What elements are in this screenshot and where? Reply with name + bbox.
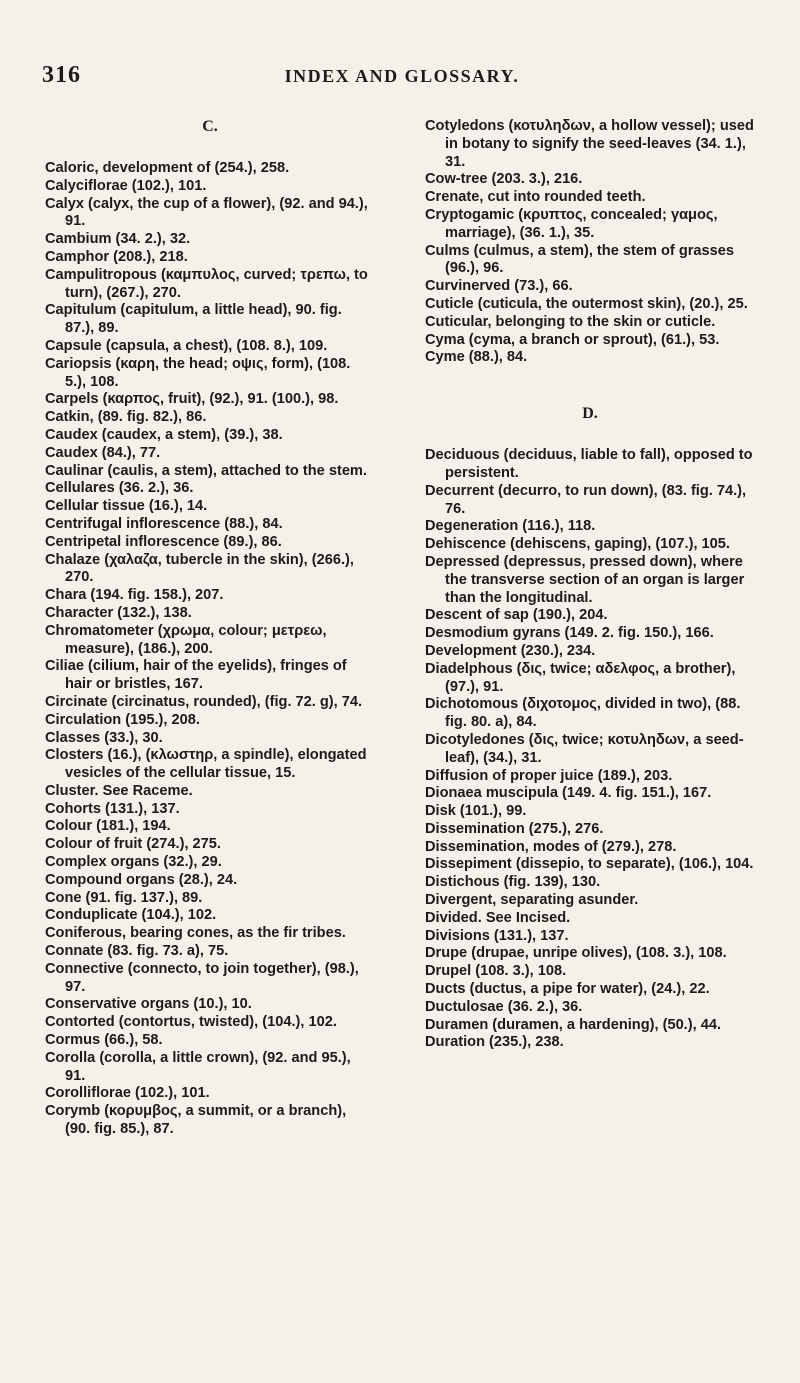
index-entry: Divided. See Incised. <box>425 909 571 926</box>
index-entry: Chalaze (χαλαζα, tubercle in the skin), (266.), 270. <box>45 551 354 586</box>
index-entry: Cyme (88.), 84. <box>425 349 528 366</box>
index-entry: Cow-tree (203. 3.), 216. <box>425 171 583 188</box>
index-entry: Dehiscence (dehiscens, gaping), (107.), 105. <box>425 536 730 553</box>
index-entry: Character (132.), 138. <box>45 604 192 621</box>
index-entry: Cellulares (36. 2.), 36. <box>45 480 194 497</box>
index-entry: Development (230.), 234. <box>425 642 596 659</box>
index-entry: Crenate, cut into rounded teeth. <box>425 189 646 206</box>
index-entry: Camphor (208.), 218. <box>45 248 188 265</box>
index-entry: Corolla (corolla, a little crown), (92. and 95.), 91. <box>45 1049 351 1084</box>
index-entry: Cluster. See Raceme. <box>45 782 193 799</box>
index-entry: Calyciflorae (102.), 101. <box>45 177 207 194</box>
index-entry: Cone (91. fig. 137.), 89. <box>45 889 203 906</box>
index-entry: Dissepiment (dissepio, to separate), (106.), 104. <box>425 856 754 873</box>
index-entry: Conduplicate (104.), 102. <box>45 907 217 924</box>
index-entry: Circinate (circinatus, rounded), (fig. 72. g), 74. <box>45 693 363 710</box>
entry-list-left <box>45 160 375 1139</box>
index-entry: Chromatometer (χρωμα, colour; μετρεω, measure), (186.), 200. <box>45 622 327 657</box>
index-entry: Classes (33.), 30. <box>45 729 163 746</box>
index-entry: Drupe (drupae, unripe olives), (108. 3.), 108. <box>425 945 727 962</box>
index-entry: Distichous (fig. 139), 130. <box>425 874 601 891</box>
index-entry: Cellular tissue (16.), 14. <box>45 498 208 515</box>
index-entry: Chara (194. fig. 158.), 207. <box>45 587 224 604</box>
index-entry: Cuticular, belonging to the skin or cuticle. <box>425 313 716 330</box>
index-entry: Coniferous, bearing cones, as the fir tribes. <box>45 925 346 942</box>
index-entry: Cormus (66.), 58. <box>45 1032 163 1049</box>
index-entry: Compound organs (28.), 24. <box>45 871 238 888</box>
right-column <box>425 118 755 1052</box>
index-entry: Dissemination, modes of (279.), 278. <box>425 838 677 855</box>
index-entry: Deciduous (deciduus, liable to fall), opposed to persistent. <box>425 447 753 481</box>
index-entry: Caudex (caudex, a stem), (39.), 38. <box>45 426 283 443</box>
index-entry: Degeneration (116.), 118. <box>425 518 596 535</box>
index-entry: Dissemination (275.), 276. <box>425 820 604 837</box>
index-entry: Duramen (duramen, a hardening), (50.), 44. <box>425 1016 721 1033</box>
index-entry: Duration (235.), 238. <box>425 1034 564 1051</box>
index-entry: Depressed (depressus, pressed down), where the transverse section of an organ is larger than the longitudinal. <box>425 553 745 606</box>
index-entry: Closters (16.), (κλωστηρ, a spindle), elongated vesicles of the cellular tissue, 15. <box>45 747 367 782</box>
index-entry: Colour of fruit (274.), 275. <box>45 836 221 853</box>
index-entry: Corolliflorae (102.), 101. <box>45 1085 210 1102</box>
index-entry: Calyx (calyx, the cup of a flower), (92. and 94.), 91. <box>45 195 368 230</box>
index-entry: Decurrent (decurro, to run down), (83. fig. 74.), 76. <box>425 482 747 517</box>
index-entry: Cariopsis (καρη, the head; οψις, form), (108. 5.), 108. <box>45 355 351 390</box>
index-entry: Cohorts (131.), 137. <box>45 800 180 817</box>
running-head: INDEX AND GLOSSARY. <box>284 66 520 86</box>
index-entry: Drupel (108. 3.), 108. <box>425 963 567 980</box>
index-entry: Diffusion of proper juice (189.), 203. <box>425 767 673 784</box>
index-entry: Desmodium gyrans (149. 2. fig. 150.), 166. <box>425 625 714 642</box>
index-entry: Disk (101.), 99. <box>425 803 527 820</box>
index-entry: Ductulosae (36. 2.), 36. <box>425 998 583 1015</box>
index-entry: Centrifugal inflorescence (88.), 84. <box>45 515 283 532</box>
index-entry: Catkin, (89. fig. 82.), 86. <box>45 409 207 426</box>
index-entry: Culms (culmus, a stem), the stem of grasses (96.), 96. <box>425 242 734 277</box>
index-entry: Cuticle (cuticula, the outermost skin), (20.), 25. <box>425 295 748 312</box>
page-number: 316 <box>42 62 81 88</box>
index-entry: Connective (connecto, to join together), (98.), 97. <box>45 960 359 995</box>
left-column <box>45 118 375 1139</box>
index-entry: Divergent, separating asunder. <box>425 892 639 909</box>
index-entry: Contorted (contortus, twisted), (104.), 102. <box>45 1014 337 1031</box>
entry-list-right-d <box>425 447 755 1052</box>
index-entry: Caloric, development of (254.), 258. <box>45 160 290 176</box>
index-entry: Ciliae (cilium, hair of the eyelids), fringes of hair or bristles, 167. <box>45 658 347 693</box>
index-entry: Dionaea muscipula (149. 4. fig. 151.), 167. <box>425 785 712 802</box>
section-letter-d: D. <box>582 405 598 423</box>
index-entry: Complex organs (32.), 29. <box>45 854 222 871</box>
index-entry: Centripetal inflorescence (89.), 86. <box>45 533 282 550</box>
index-entry: Diadelphous (δις, twice; αδελφος, a brother), (97.), 91. <box>425 660 736 695</box>
index-entry: Capitulum (capitulum, a little head), 90. fig. 87.), 89. <box>45 302 342 337</box>
section-letter-c: C. <box>202 118 218 135</box>
index-entry: Corymb (κορυμβος, a summit, or a branch), (90. fig. 85.), 87. <box>45 1103 347 1138</box>
index-entry: Conservative organs (10.), 10. <box>45 996 252 1013</box>
page-header <box>42 62 762 92</box>
index-entry: Connate (83. fig. 73. a), 75. <box>45 943 229 960</box>
index-entry: Cambium (34. 2.), 32. <box>45 231 191 248</box>
index-entry: Cryptogamic (κρυπτος, concealed; γαμος, marriage), (36. 1.), 35. <box>425 206 718 241</box>
index-entry: Colour (181.), 194. <box>45 818 171 835</box>
index-entry: Caudex (84.), 77. <box>45 444 161 461</box>
index-entry: Dicotyledones (δις, twice; κοτυληδων, a seed-leaf), (34.), 31. <box>425 731 744 766</box>
index-entry: Curvinerved (73.), 66. <box>425 278 573 295</box>
entry-list-right-c <box>425 118 755 367</box>
index-entry: Circulation (195.), 208. <box>45 711 200 728</box>
index-entry: Caulinar (caulis, a stem), attached to the stem. <box>45 462 367 479</box>
index-entry: Cyma (cyma, a branch or sprout), (61.), 53. <box>425 331 720 348</box>
index-entry: Capsule (capsula, a chest), (108. 8.), 109. <box>45 337 328 354</box>
index-entry: Ducts (ductus, a pipe for water), (24.), 22. <box>425 981 710 998</box>
index-entry: Divisions (131.), 137. <box>425 927 569 944</box>
index-entry: Cotyledons (κοτυληδων, a hollow vessel); used in botany to signify the seed-leaves (34. 1.), 31. <box>425 118 754 170</box>
index-entry: Descent of sap (190.), 204. <box>425 607 608 624</box>
index-entry: Dichotomous (διχοτομος, divided in two), (88. fig. 80. a), 84. <box>425 696 741 731</box>
index-entry: Campulitropous (καμπυλος, curved; τρεπω, to turn), (267.), 270. <box>45 266 368 301</box>
index-entry: Carpels (καρπος, fruit), (92.), 91. (100.), 98. <box>45 391 339 408</box>
